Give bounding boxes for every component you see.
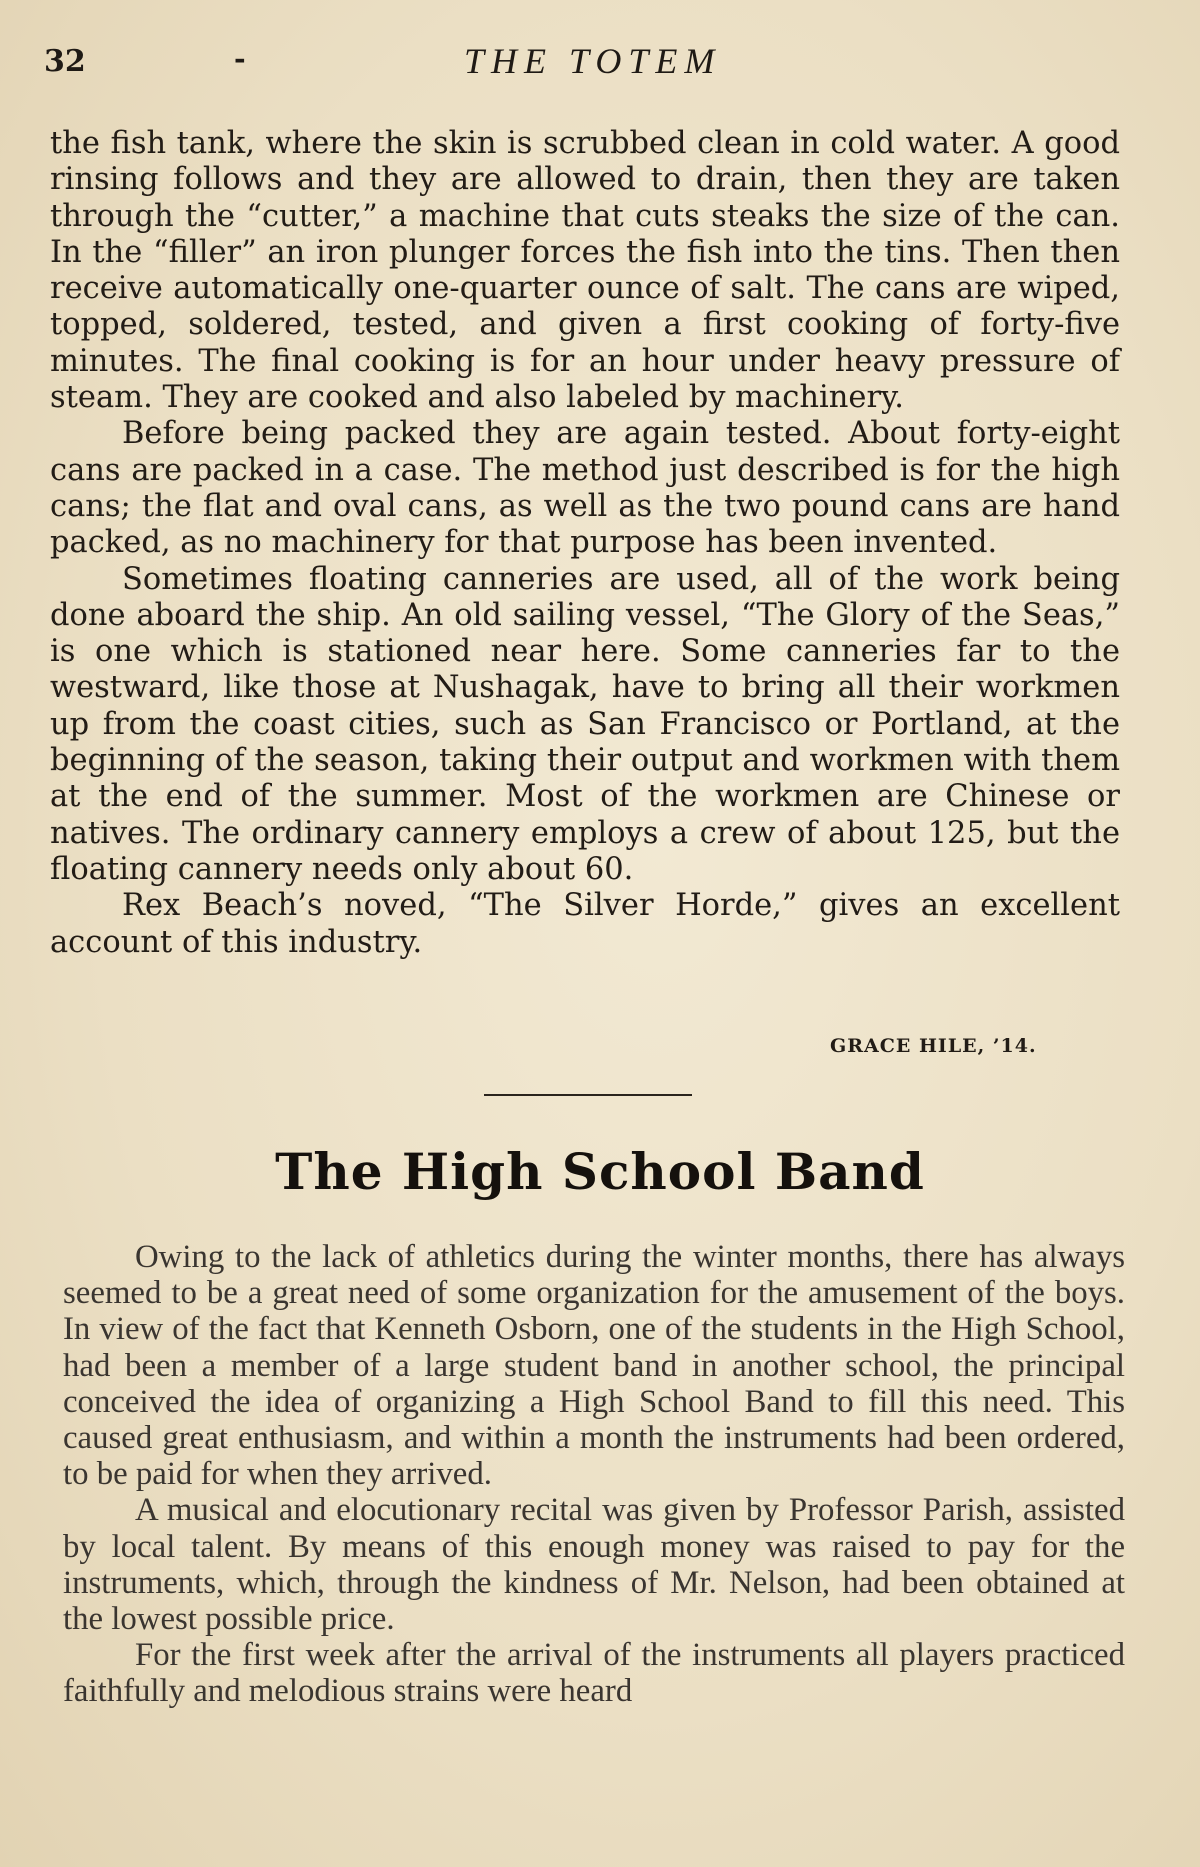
page-header (44, 40, 1154, 84)
band-paragraph: For the first week after the arrival of the instruments all players practiced faithfully and melodious strains were heard (63, 1637, 1125, 1710)
article-body (50, 126, 1120, 961)
article-paragraph: Before being packed they are again tested. About forty-eight cans are packed in a case. The method just described is for the high cans; the flat and oval cans, as well as the two pound cans are hand packed, as no machinery for that purpose has been invented. (50, 416, 1120, 561)
article-author: GRACE HILE, ’14. (830, 1035, 1037, 1057)
band-paragraph: A musical and elocutionary recital was given by Professor Parish, assisted by local talent. By means of this enough money was raised to pay for the instruments, which, through the kindness of Mr. Nelson, had been obtained at the lowest possible price. (63, 1492, 1125, 1638)
band-paragraph: Owing to the lack of athletics during the winter months, there has always seemed to be a great need of some organization for the amusement of the boys. In view of the fact that Kenneth Osborn, one of the students in the High School, had been a member of a large student band in another school, the principal conceived the idea of organizing a High School Band to fill this need. This caused great enthusiasm, and within a month the instruments had been ordered, to be paid for when they arrived. (63, 1239, 1125, 1493)
section-divider (484, 1094, 692, 1096)
running-title: THE TOTEM (464, 41, 722, 81)
section-title: The High School Band (275, 1142, 925, 1201)
article-paragraph: Rex Beach’s noved, “The Silver Horde,” gives an excellent account of this industry. (50, 888, 1120, 960)
article-paragraph: the fish tank, where the skin is scrubbed clean in cold water. A good rinsing follows and they are allowed to drain, then they are taken through the “cutter,” a machine that cuts steaks the size of the can. In the “filler” an iron plunger forces the fish into the tins. Then then receive automatically one-quarter ounce of salt. The cans are wiped, topped, soldered, tested, and given a first cooking of forty-five minutes. The final cooking is for an hour under heavy pressure of steam. They are cooked and also labeled by machinery. (50, 126, 1120, 416)
band-section-body (63, 1239, 1125, 1710)
article-paragraph: Sometimes floating canneries are used, all of the work being done aboard the ship. An old sailing vessel, “The Glory of the Seas,” is one which is stationed near here. Some canneries far to the westward, like those at Nushagak, have to bring all their workmen up from the coast cities, such as San Francisco or Portland, at the beginning of the season, taking their output and workmen with them at the end of the summer. Most of the workmen are Chinese or natives. The ordinary cannery employs a crew of about 125, but the floating cannery needs only about 60. (50, 561, 1120, 887)
header-mark: - (234, 42, 246, 75)
page-number: 32 (44, 44, 86, 79)
